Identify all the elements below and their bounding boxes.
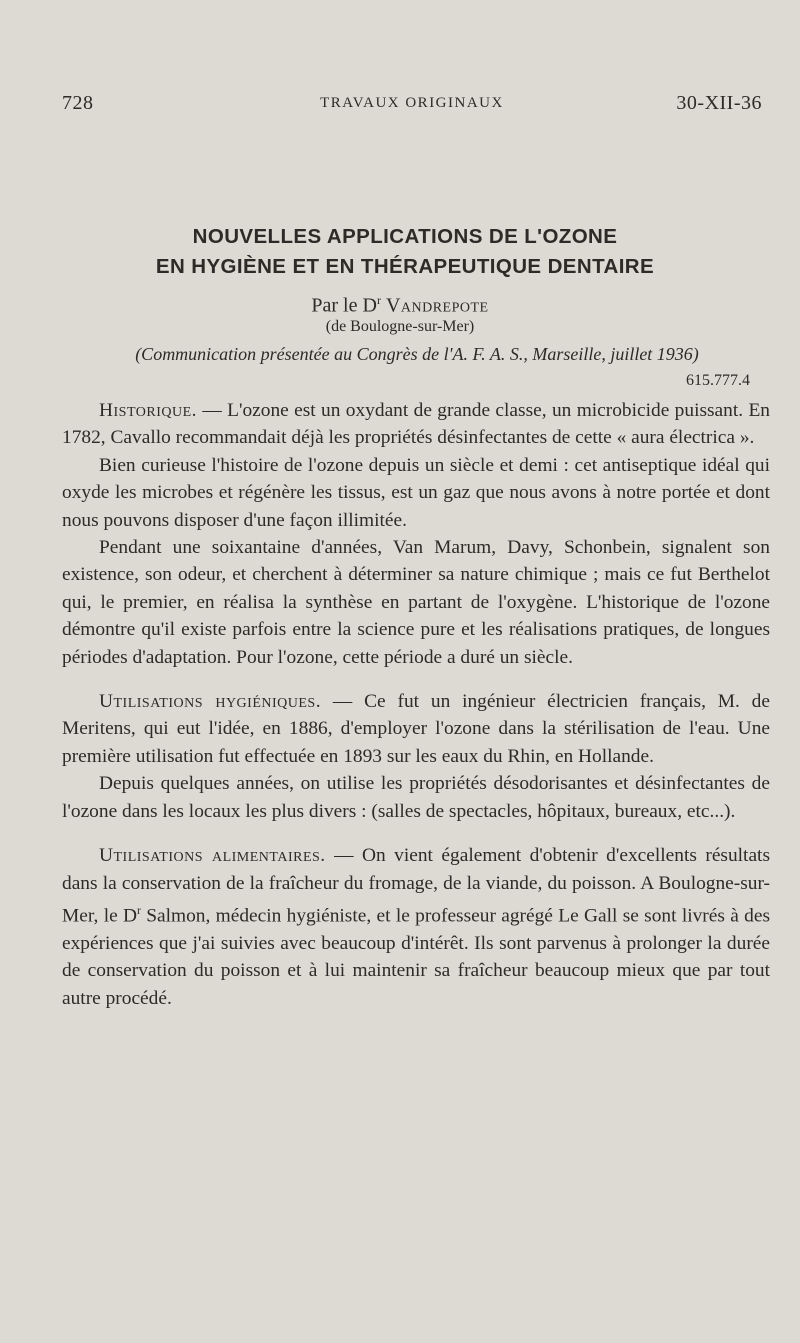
paragraph-text: Salmon, médecin hygiéniste, et le professeur agrégé Le Gall se sont livrés à des expériences que j'ai suivies avec beaucoup d'intérêt. Ils sont parvenus à prolonger la durée de conservation du poisson et à lui maintenir sa fraîcheur beaucoup mieux que par tout autre procédé.	[62, 905, 770, 1009]
author-affiliation: (de Boulogne-sur-Mer)	[325, 318, 475, 335]
article-title	[40, 222, 770, 282]
author-line	[0, 287, 800, 320]
paragraph-utilisations-hygieniques	[62, 688, 770, 770]
title-line-2: EN HYGIÈNE ET EN THÉRAPEUTIQUE DENTAIRE	[155, 255, 655, 278]
paragraph-text: — L'ozone est un oxydant de grande classe, un microbicide puissant. En 1782, Cavallo recommandait déjà les propriétés désinfectantes de cette « aura électrica ».	[62, 400, 770, 449]
udc-code: 615.777.4	[686, 372, 750, 389]
section-heading-alimentaires: Utilisations alimentaires.	[99, 845, 326, 867]
issue-date: 30-XII-36	[676, 92, 762, 114]
section-heading-historique: Historique.	[99, 400, 197, 421]
paragraph-text: — Ce fut un ingénieur électricien français, M. de Meritens, qui eut l'idée, en 1886, d'employer l'ozone dans la stérilisation de l'eau. Une première utilisation fut effectuée en 1893 sur les eaux du Rhin, en Hollande.	[62, 691, 770, 767]
paragraph: Depuis quelques années, on utilise les propriétés désodorisantes et désinfectantes de l'ozone dans les locaux les plus divers : (salles de spectacles, hôpitaux, bureaux, etc...).	[62, 773, 770, 822]
title-line-1: NOUVELLES APPLICATIONS DE L'OZONE	[192, 225, 618, 248]
paragraph-historique	[62, 397, 770, 452]
article-body	[62, 397, 770, 1012]
doctor-title-sup: r	[137, 903, 141, 917]
running-head	[62, 92, 762, 118]
paragraph: Bien curieuse l'histoire de l'ozone depuis un siècle et demi : cet antiseptique idéal qui oxyde les microbes et régénère les tissus, est un gaz que nous avons à notre portée et dont nous pouvons disposer d'une façon illimitée.	[62, 454, 770, 531]
page-number: 728	[62, 92, 94, 114]
paragraph-utilisations-alimentaires	[62, 842, 770, 1012]
communication-note: (Communication présentée au Congrès de l'A. F. A. S., Marseille, juillet 1936)	[135, 344, 699, 364]
author-prefix: Par le D	[311, 294, 377, 317]
author-title-sup: r	[376, 293, 381, 307]
paragraph-text: — On vient également d'obtenir d'excellents résultats dans la conservation de la fraîcheur du fromage, de la viande, du poisson. A Boulogne-sur-Mer, le D	[62, 845, 770, 927]
paragraph: Pendant une soixantaine d'années, Van Marum, Davy, Schonbein, signalent son existence, son odeur, et cherchent à déterminer sa nature chimique ; mais ce fut Berthelot qui, le premier, en réalisa la synthèse en partant de l'oxygène. L'historique de l'ozone démontre qu'il existe parfois entre la science pure et les réalisations pratiques, de longues périodes d'adaptation. Pour l'ozone, cette période a duré un siècle.	[62, 537, 770, 668]
section-heading-hygieniques: Utilisations hygiéniques.	[99, 691, 322, 713]
author-name: Vandrepote	[385, 294, 489, 317]
running-title: TRAVAUX ORIGINAUX	[320, 95, 504, 111]
